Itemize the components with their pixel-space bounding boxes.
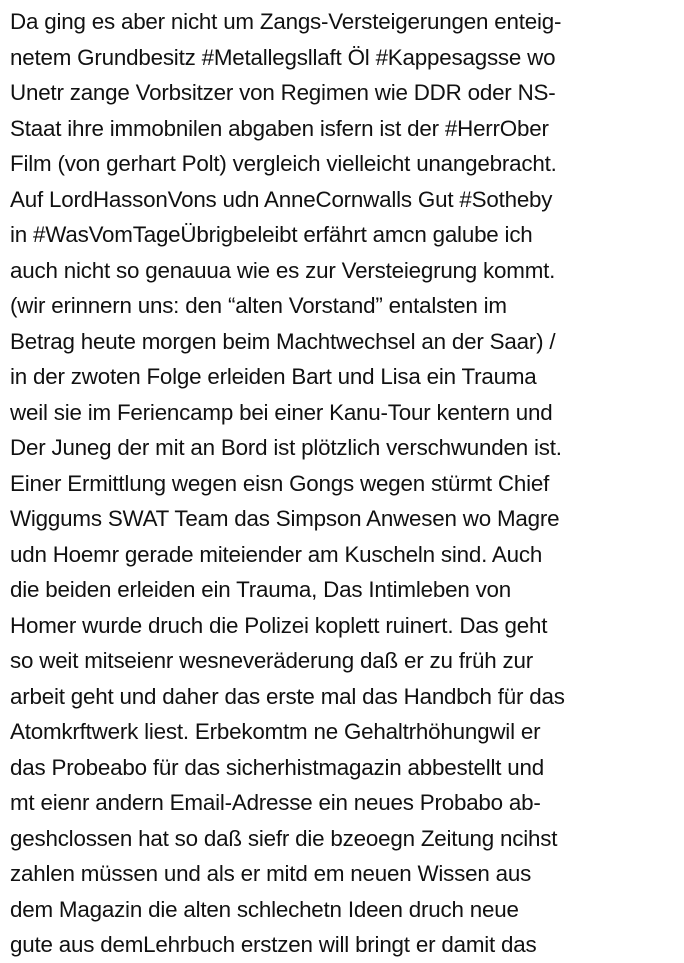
text-line: Wiggums SWAT Team das Simpson Anwesen wo Magre (10, 506, 560, 531)
text-line: in der zwoten Folge erleiden Bart und Lisa ein Trauma (10, 364, 537, 389)
body-text (10, 4, 682, 963)
text-line: Da ging es aber nicht um Zangs-Versteigerungen enteig- (10, 9, 562, 34)
text-line: in #WasVomTageÜbrigbeleibt erfährt amcn galube ich (10, 222, 533, 247)
text-line: Einer Ermittlung wegen eisn Gongs wegen stürmt Chief (10, 470, 550, 496)
text-line: so weit mitseienr wesneveräderung daß er zu früh zur (10, 648, 533, 673)
text-line: zahlen müssen und als er mitd em neuen Wissen aus (10, 861, 532, 886)
text-line: Betrag heute morgen beim Machtwechsel an der Saar) / (10, 328, 556, 354)
text-line: gute aus demLehrbuch erstzen will bringt er damit das (10, 932, 537, 957)
text-line: auch nicht so genauua wie es zur Versteiegrung kommt. (10, 257, 556, 283)
text-line: Auf LordHassonVons udn AnneCornwalls Gut #Sotheby (10, 186, 553, 212)
text-line: geshclossen hat so daß siefr die bzeoegn Zeitung ncihst (10, 825, 558, 851)
text-line: dem Magazin die alten schlechetn Ideen druch neue (10, 896, 519, 922)
text-line: netem Grundbesitz #Metallegsllaft Öl #Kappesagsse wo (10, 44, 556, 70)
text-line: die beiden erleiden ein Trauma, Das Intimleben von (10, 577, 512, 602)
text-line: Unetr zange Vorbsitzer von Regimen wie DDR oder NS- (10, 80, 556, 105)
text-line: Homer wurde druch die Polizei koplett ruinert. Das geht (10, 612, 548, 638)
text-line: mt eienr andern Email-Adresse ein neues Probabo ab- (10, 790, 541, 815)
text-line: udn Hoemr gerade miteiender am Kuscheln sind. Auch (10, 541, 543, 567)
text-line: arbeit geht und daher das erste mal das Handbch für das (10, 683, 565, 709)
text-line: Der Juneg der mit an Bord ist plötzlich verschwunden ist. (10, 435, 562, 460)
text-line: (wir erinnern uns: den “alten Vorstand” entalsten im (10, 293, 507, 318)
text-line: Film (von gerhart Polt) vergleich vielleicht unangebracht. (10, 151, 557, 176)
text-line: weil sie im Feriencamp bei einer Kanu-Tour kentern und (10, 399, 553, 425)
text-line: Atomkrftwerk liest. Erbekomtm ne Gehaltrhöhungwil er (10, 719, 541, 744)
text-line: Staat ihre immobnilen abgaben isfern ist der #HerrOber (10, 115, 549, 141)
text-line: das Probeabo für das sicherhistmagazin abbestellt und (10, 754, 545, 780)
